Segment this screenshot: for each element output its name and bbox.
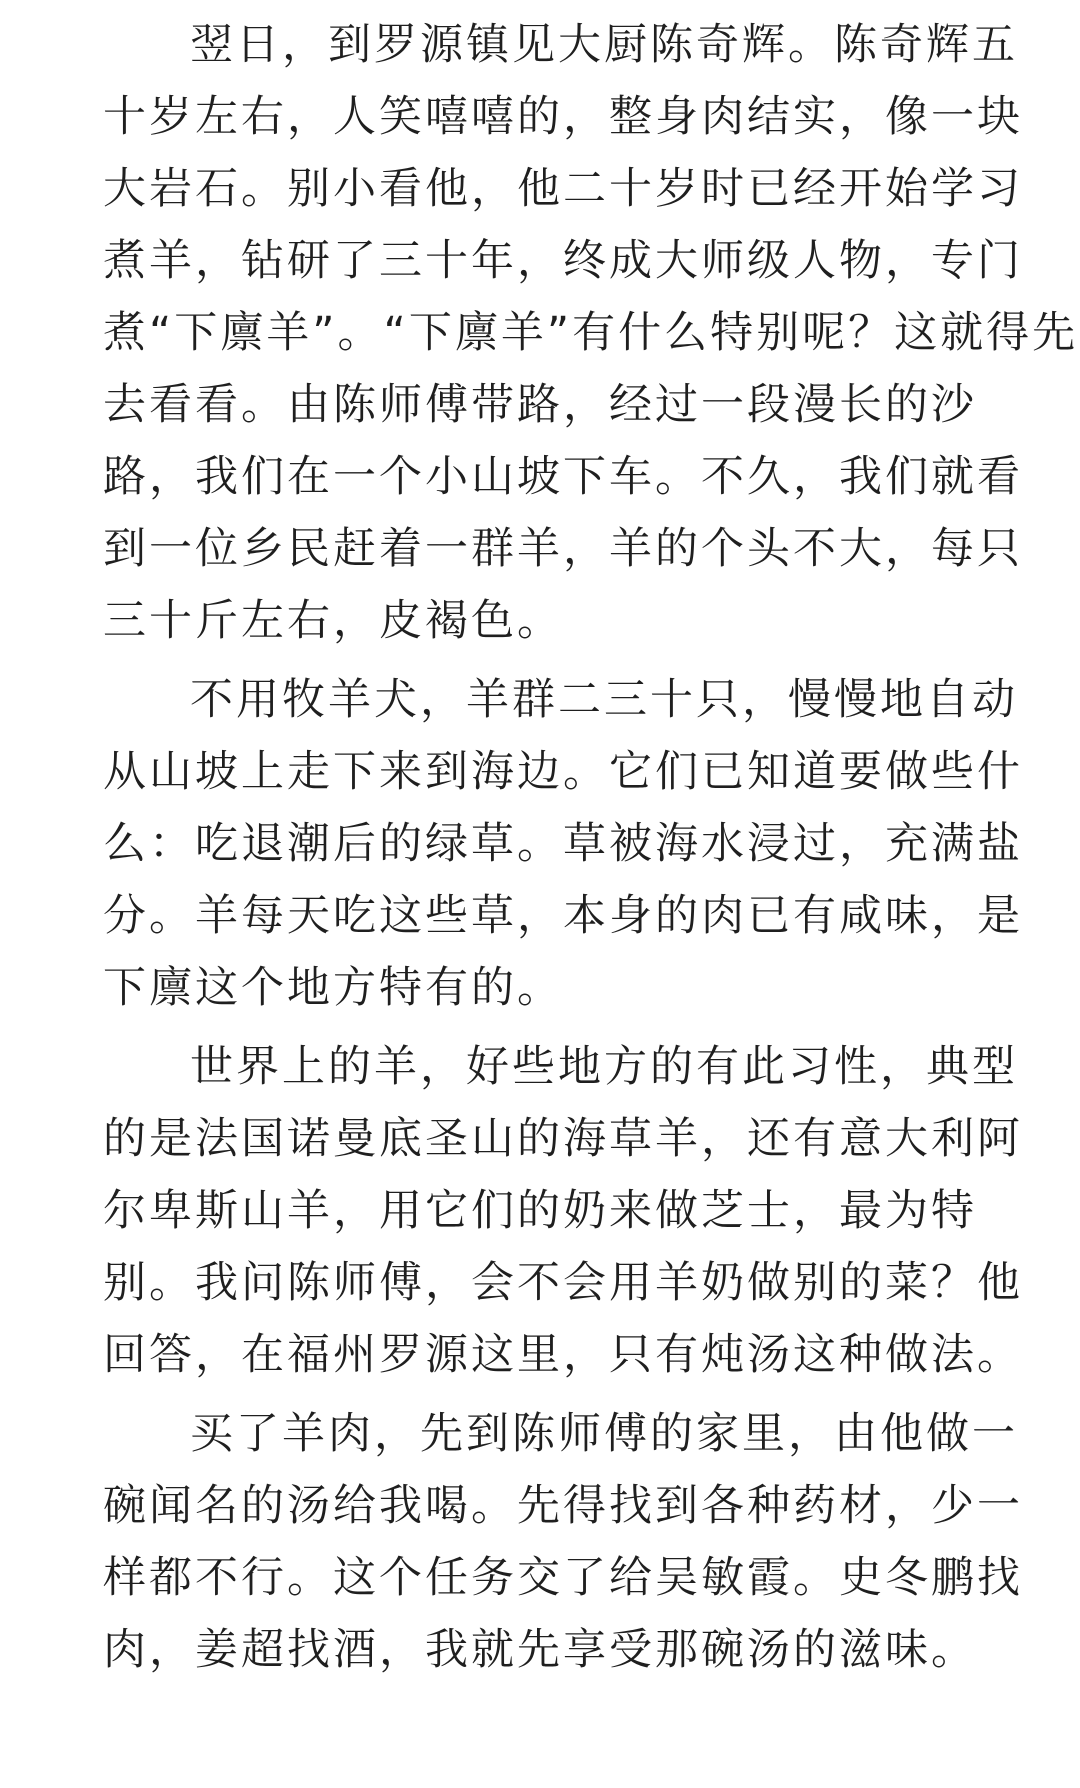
paragraph-line: 别。我问陈师傅，会不会用羊奶做别的菜？他	[103, 1258, 1023, 1308]
paragraph-line: 样都不行。这个任务交了给吴敏霞。史冬鹏找	[103, 1553, 1023, 1603]
paragraph-line: 买了羊肉，先到陈师傅的家里，由他做一	[190, 1409, 1018, 1459]
paragraph-line: 分。羊每天吃这些草，本身的肉已有咸味，是	[103, 891, 1023, 941]
paragraph-line: 碗闻名的汤给我喝。先得找到各种药材，少一	[103, 1481, 1023, 1531]
paragraph-line: 三十斤左右，皮褐色。	[103, 596, 563, 646]
paragraph-line: 的是法国诺曼底圣山的海草羊，还有意大利阿	[103, 1114, 1023, 1164]
paragraph-line: 下廪这个地方特有的。	[103, 963, 563, 1013]
paragraph-line: 到一位乡民赶着一群羊，羊的个头不大，每只	[103, 524, 1023, 574]
paragraph-line: 煮羊，钻研了三十年，终成大师级人物，专门	[103, 236, 1023, 286]
paragraph-line: 肉，姜超找酒，我就先享受那碗汤的滋味。	[103, 1625, 977, 1675]
paragraph-line: 煮“下廪羊”。“下廪羊”有什么特别呢？这就得先	[103, 308, 1079, 358]
paragraph-line: 路，我们在一个小山坡下车。不久，我们就看	[103, 452, 1023, 502]
paragraph-line: 十岁左右，人笑嘻嘻的，整身肉结实，像一块	[103, 92, 1023, 142]
paragraph-line: 不用牧羊犬，羊群二三十只，慢慢地自动	[190, 675, 1018, 725]
paragraph-line: 从山坡上走下来到海边。它们已知道要做些什	[103, 747, 1023, 797]
paragraph-line: 去看看。由陈师傅带路，经过一段漫长的沙	[103, 380, 977, 430]
paragraph-line: 大岩石。别小看他，他二十岁时已经开始学习	[103, 164, 1023, 214]
paragraph-line: 回答，在福州罗源这里，只有炖汤这种做法。	[103, 1330, 1023, 1380]
paragraph-line: 么：吃退潮后的绿草。草被海水浸过，充满盐	[103, 819, 1023, 869]
paragraph-line: 尔卑斯山羊，用它们的奶来做芝士，最为特	[103, 1186, 977, 1236]
paragraph-line: 翌日，到罗源镇见大厨陈奇辉。陈奇辉五	[190, 20, 1018, 70]
paragraph-line: 世界上的羊，好些地方的有此习性，典型	[190, 1042, 1018, 1092]
